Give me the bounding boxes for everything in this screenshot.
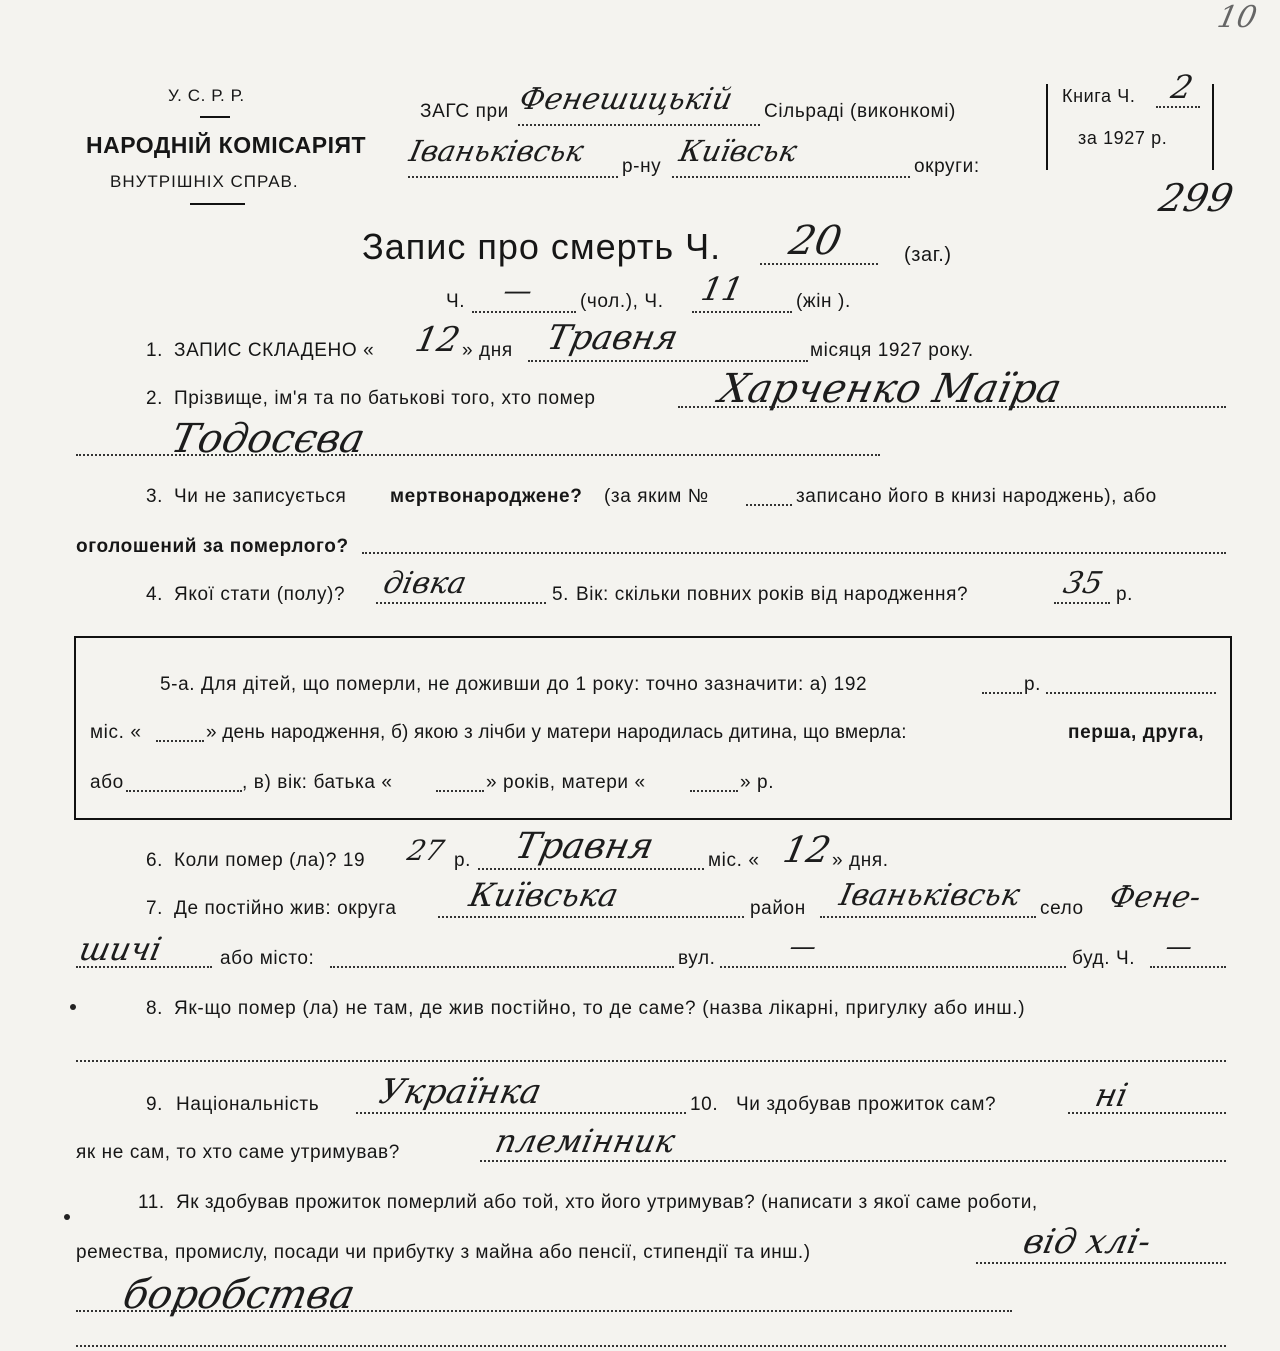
q9-nationality-dots [356,1112,686,1114]
q7-selo-cont-dots [76,966,212,968]
q6-day-handwritten: 12 [779,830,835,871]
q3-label-c: записано його в книзі народжень), або [796,486,1157,507]
q3-declared-dead-label: оголошений за померлого? [76,536,349,557]
book-box-left-border [1046,84,1048,170]
q4-label: Якої стати (полу)? [174,584,346,605]
q5a-month-dots [156,740,204,742]
q7-bud-dots [1150,966,1226,968]
q4-number: 4. [146,584,164,605]
book-number-handwritten: 2 [1167,68,1197,106]
q2-patronymic-handwritten: Тодосєва [167,416,370,462]
q3-label-b: (за яким № [604,486,709,507]
q10-label-2: як не сам, то хто саме утримував? [76,1142,400,1163]
q5a-or-dots [126,790,242,792]
q5-age-handwritten: 35 [1060,566,1106,601]
corner-mark-handwritten: 10 [1214,0,1260,35]
q5a-line3-a: або [90,772,124,793]
q3-stillborn-label: мертвонароджене? [390,486,583,507]
female-label: (жін ). [796,291,851,312]
q10-keeper-dots [480,1160,1226,1162]
q6-after-year: р. [454,850,472,871]
q11-answer-handwritten-cont: боробства [119,1272,359,1318]
ink-speck [70,1004,76,1010]
q5a-line1: 5-а. Для дітей, що померли, не доживши до 1 року: точно зазначити: а) 192 [160,674,868,695]
record-number-handwritten: 20 [785,218,846,264]
zags-prefix: ЗАГС при [420,101,509,122]
book-box-right-border [1212,84,1214,170]
q10-answer-dots [1068,1112,1226,1114]
q11-number: 11. [138,1192,165,1213]
raion-handwritten: Іваньківськ [406,134,587,168]
q5a-mother-age-dots [690,790,738,792]
q7-raion-handwritten: Іваньківськ [836,878,1024,913]
q9-nationality-handwritten: Українка [375,1072,546,1112]
male-prefix: Ч. [446,291,466,312]
book-label: Книга Ч. [1062,86,1136,106]
q1-label: ЗАПИС СКЛАДЕНО « [174,340,375,361]
q5a-line1-end: р. [1024,674,1042,695]
q2-name-dots [678,406,1226,408]
ink-speck-2 [64,1214,70,1220]
q5a-year-dots [982,692,1022,694]
male-count-dots [472,311,576,313]
q6-month-handwritten: Травня [511,826,658,867]
q11-answer-cont-dots [76,1310,1012,1312]
q6-suffix: » дня. [832,850,889,871]
q10-number: 10. [690,1094,719,1115]
q7-bud-label: буд. Ч. [1072,948,1136,969]
q1-suffix: місяця 1927 року. [810,340,974,361]
male-label: (чол.), Ч. [580,291,664,312]
q5-suffix: р. [1116,584,1134,605]
q5a-birth-order: перша, друга, [1068,722,1205,743]
record-number-dots [760,263,878,265]
q7-raion-dots [820,916,1036,918]
q9-number: 9. [146,1094,164,1115]
q8-answer-dots [76,1060,1226,1062]
q5-number: 5. [552,584,570,605]
q3-number-dots [746,504,792,506]
q5a-line3-b: , в) вік: батька « [242,772,393,793]
record-suffix: (заг.) [904,244,952,266]
q1-month-handwritten: Травня [543,318,682,358]
raion-dots [408,176,618,178]
q1-after-day: » дня [462,340,513,361]
q7-vul-dots [720,966,1066,968]
q2-name-handwritten: Харченко Маїра [715,366,1066,412]
q6-label: Коли помер (ла)? 19 [174,850,366,871]
female-count-dots [692,311,792,313]
q5a-line1-tail-dots [1046,692,1216,694]
department-label: ВНУТРІШНІХ СПРАВ. [110,172,299,191]
book-year: за 1927 р. [1078,128,1168,148]
zags-village-handwritten: Фенешицькій [516,82,736,117]
q7-raion-label: район [750,898,806,919]
q6-month-dots [478,868,704,870]
q8-label: Як-що помер (ла) не там, де жив постійно, то де саме? (назва лікарні, пригулку або инш.) [174,998,1026,1019]
q11-answer-extra-dots [76,1345,1226,1347]
okruha-handwritten: Київськ [676,134,801,168]
commissariat-label: НАРОДНІЙ КОМІСАРІЯТ [86,132,367,158]
q4-sex-dots [376,602,546,604]
female-count-handwritten: 11 [697,270,747,308]
q7-selo-handwritten: Фене- [1106,880,1205,915]
q5a-line2-a: міс. « [90,722,142,743]
q5a-father-age-dots [436,790,484,792]
divider-bottom [190,203,245,205]
q3-number: 3. [146,486,164,507]
q11-label-1: Як здобував прожиток померлий або той, хто його утримував? (написати з якої саме роботи, [176,1192,1038,1213]
q10-label: Чи здобував прожиток сам? [736,1094,997,1115]
q5-age-dots [1054,602,1110,604]
male-count-handwritten: — [500,274,536,307]
zags-suffix: Сільраді (виконкомі) [764,101,956,122]
q7-vul-label: вул. [678,948,716,969]
q1-number: 1. [146,340,164,361]
q11-label-2: ремества, промислу, посади чи прибутку з майна або пенсії, стипендії та инш.) [76,1242,811,1263]
q7-okruha-handwritten: Київська [465,876,622,914]
q1-month-dots [528,360,808,362]
okruha-label: округи: [914,156,980,177]
q2-label: Прізвище, ім'я та по батькові того, хто помер [174,388,596,409]
q11-answer-dots [976,1262,1226,1264]
q7-misto-label: або місто: [220,948,315,969]
q3-label-a: Чи не записується [174,486,347,507]
divider-top [200,116,230,118]
q3-declared-dots [362,552,1226,554]
record-title: Запис про смерть Ч. [362,226,722,267]
margin-number-handwritten: 299 [1155,176,1238,220]
q9-label: Національність [176,1094,320,1115]
q10-keeper-handwritten: племінник [491,1122,679,1160]
republic-label: У. С. Р. Р. [168,86,245,105]
q5a-line3-d: » р. [740,772,775,793]
q7-label: Де постійно жив: округа [174,898,397,919]
q7-bud-handwritten: — [1162,932,1196,962]
q5a-line3-c: » років, матери « [486,772,646,793]
q7-selo-handwritten-cont: шичі [75,930,166,968]
q7-vul-handwritten: — [786,932,820,962]
q5-label: Вік: скільки повних років від народження? [576,584,969,605]
q4-sex-handwritten: дівка [380,566,470,601]
raion-label: р-ну [622,156,662,177]
q8-number: 8. [146,998,164,1019]
q7-number: 7. [146,898,164,919]
q5a-line2-b: » день народження, б) якою з лічби у матери народилась дитина, що вмерла: [206,722,907,743]
q1-day-handwritten: 12 [411,320,464,360]
zags-village-dots [518,124,760,126]
q6-year-handwritten: 27 [404,834,448,867]
okruha-dots [672,176,910,178]
q7-selo-label: село [1040,898,1084,919]
q6-number: 6. [146,850,164,871]
q7-misto-dots [330,966,674,968]
q7-okruha-dots [438,916,744,918]
book-number-dots [1156,106,1200,108]
q2-patronymic-dots [76,454,880,456]
q10-answer-handwritten: ні [1091,1076,1132,1114]
q11-answer-handwritten: від хлі- [1019,1222,1155,1262]
q2-number: 2. [146,388,164,409]
q6-after-month: міс. « [708,850,760,871]
